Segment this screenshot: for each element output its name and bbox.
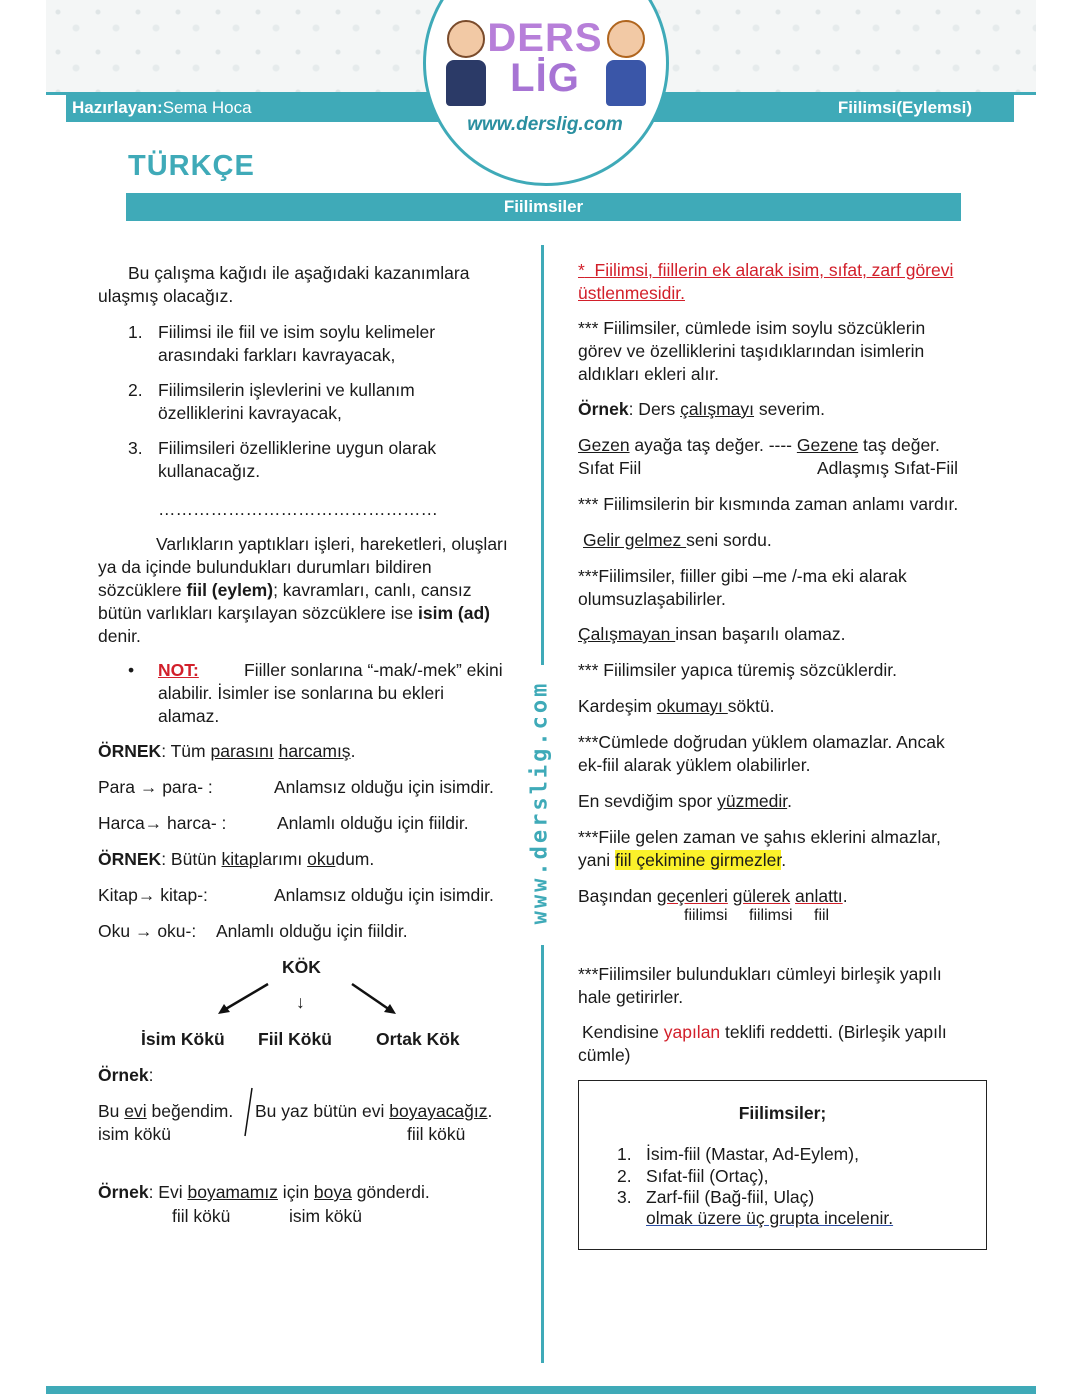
definition-text: Fiilimsi, fiillerin ek alarak isim, sıfat, zarf görevi üstlenmesidir. [578, 260, 954, 303]
example-3-sub: isim kökü [98, 1124, 171, 1144]
right-example-7-sub-2: fiilimsi [749, 907, 793, 924]
example-1 [98, 740, 355, 763]
intro-text: Bu çalışma kağıdı ile aşağıdaki kazanımlara ulaşmış olacağız. [98, 263, 470, 306]
def-part-1: Varlıkların yaptıkları işleri, hareketleri, oluşları ya da içinde bulundukları durumları bildiren sözcüklere [98, 534, 508, 600]
right-example-6 [578, 790, 792, 813]
row-2-right: Anlamlı olduğu için fiildir. [277, 813, 469, 833]
column-divider-bottom [541, 945, 544, 1363]
rule-6-highlight: fiil çekimine girmezler [614, 850, 782, 870]
example-5-label: Örnek [98, 1182, 149, 1202]
subject-title: TÜRKÇE [128, 150, 255, 182]
rule-2: *** Fiilimsilerin bir kısmında zaman anlamı vardır. [578, 494, 959, 514]
rule-7: ***Fiilimsiler bulundukları cümleyi birleşik yapılı hale getirirler. [578, 964, 942, 1007]
right-example-1-end: severim. [754, 399, 826, 419]
example-4 [255, 1100, 492, 1123]
kok-title: KÖK [282, 957, 321, 977]
right-example-2-sub-2: Adlaşmış Sıfat-Fiil [817, 458, 958, 478]
right-example-3-end: seni sordu. [686, 530, 772, 550]
right-example-4-word: Çalışmayan [578, 624, 676, 644]
right-example-2-text: ayağa taş değer. ---- [629, 435, 797, 455]
right-example-7 [578, 885, 848, 908]
summary-item-2: Sıfat-fiil (Ortaç), [646, 1166, 769, 1186]
example-1-text: : Tüm [161, 741, 211, 761]
example-2-word-2: oku [307, 849, 336, 869]
right-example-2-end: taş değer. [858, 435, 940, 455]
goal-text-3: Fiilimsileri özelliklerine uygun olarak kullanacağız. [158, 438, 437, 481]
ornek-colon: : [148, 1065, 154, 1085]
right-example-2-sub-1: Sıfat Fiil [578, 458, 642, 478]
right-example-6-word: yüzmedir [717, 791, 788, 811]
right-example-3 [583, 529, 772, 552]
right-example-2 [578, 434, 940, 457]
example-5-text: : Evi [148, 1182, 188, 1202]
section-title: Fiilimsiler [126, 193, 961, 221]
right-example-8-end: teklifi reddetti. (Birleşik yapılı cümle) [578, 1022, 947, 1065]
right-example-1-text: : Ders [628, 399, 681, 419]
summary-title: Fiilimsiler; [738, 1103, 827, 1123]
right-example-2-word-1: Gezen [578, 435, 630, 455]
logo-bottom: LİG [510, 56, 580, 100]
author-label: Hazırlayan: [72, 98, 163, 117]
example-5-end: gönderdi. [351, 1182, 430, 1202]
summary-num-3: 3. [617, 1187, 632, 1207]
right-example-6-text: En sevdiğim spor [578, 791, 718, 811]
def-fiil: fiil (eylem) [186, 580, 274, 600]
goal-num-2: 2. [128, 380, 143, 400]
row-3-left: Kitap→ kitap-: [98, 885, 208, 905]
right-example-1-word: çalışmayı [680, 399, 755, 419]
row-4-right: Anlamlı olduğu için fiildir. [216, 921, 408, 941]
right-example-7-sub-1: fiilimsi [684, 907, 728, 924]
note-bullet: • [128, 660, 135, 680]
fiilimsi-definition [578, 259, 983, 305]
example-2-text-c: dum. [335, 849, 375, 869]
right-example-5-word: okumayı [656, 696, 728, 716]
right-example-7-text: Başından [578, 886, 657, 906]
ornek-heading [98, 1064, 153, 1087]
example-2 [98, 848, 374, 871]
dotted-line: ………………………………………… [158, 499, 438, 519]
topic-title: Fiilimsi(Eylemsi) [837, 98, 972, 117]
example-2-word-1: kitap [221, 849, 259, 869]
right-example-8-word: yapılan [663, 1022, 721, 1042]
kok-down-arrow: ↓ [296, 992, 305, 1012]
right-example-5-text: Kardeşim [578, 696, 657, 716]
author [72, 98, 252, 118]
example-1-word-2: harcamış [278, 741, 351, 761]
row-1-left: Para → para- : [98, 777, 213, 797]
summary-num-1: 1. [617, 1144, 632, 1164]
summary-num-2: 2. [617, 1166, 632, 1186]
right-example-1-label: Örnek [578, 399, 629, 419]
example-2-text: : Bütün [161, 849, 222, 869]
example-5-word-2: boya [313, 1182, 352, 1202]
example-2-label: ÖRNEK [98, 849, 162, 869]
right-example-7-word-2: gülerek [732, 886, 791, 906]
rule-6-end: . [781, 850, 787, 870]
goal-text-1: Fiilimsi ile fiil ve isim soylu kelimeler arasındaki farkları kavrayacak, [158, 322, 436, 365]
rule-1: *** Fiilimsiler, cümlede isim soylu sözcüklerin görev ve özelliklerini taşıdıklarından isimlerin aldıkları ekleri alır. [578, 318, 926, 384]
separator-slash-icon [240, 1086, 256, 1138]
row-3-right: Anlamsız olduğu için isimdir. [274, 885, 494, 905]
logo-url: www.derslig.com [467, 114, 623, 135]
kok-isim: İsim Kökü [141, 1029, 225, 1049]
ornek-label: Örnek [98, 1065, 149, 1085]
example-4-sub: fiil kökü [407, 1124, 466, 1144]
right-example-1 [578, 398, 825, 421]
right-example-6-end: . [787, 791, 792, 811]
example-4-word: boyayacağız [389, 1101, 488, 1121]
right-example-7-end: . [842, 886, 848, 906]
definition-star: * [578, 260, 585, 280]
right-example-4-end: insan başarılı olamaz. [675, 624, 846, 644]
right-example-4 [578, 623, 846, 646]
side-watermark-url: www.derslig.com [527, 680, 553, 925]
right-example-3-word: Gelir gelmez [583, 530, 687, 550]
column-divider-top [541, 245, 544, 665]
example-3-word: evi [124, 1101, 147, 1121]
def-part-2: ; kavramları, canlı, cansız bütün varlıkları karşılayan sözcüklere ise [98, 580, 472, 623]
example-5-word-1: boyamamız [187, 1182, 278, 1202]
example-5-text-b: için [277, 1182, 314, 1202]
author-name: Sema Hoca [162, 98, 252, 117]
right-example-7-sub-3: fiil [814, 907, 830, 924]
example-2-text-b: larımı [258, 849, 308, 869]
definition-paragraph [98, 533, 508, 648]
example-1-label: ÖRNEK [98, 741, 162, 761]
right-example-5-end: söktü. [727, 696, 775, 716]
example-3-end: beğendim. [146, 1101, 234, 1121]
right-example-7-word-3: anlattı [795, 886, 843, 906]
rule-6-text: ***Fiile gelen zaman ve şahıs eklerini almazlar, yani [578, 827, 941, 870]
goal-num-1: 1. [128, 322, 143, 342]
row-4-left: Oku → oku-: [98, 921, 197, 941]
example-5-sub-1: fiil kökü [172, 1206, 231, 1226]
goal-num-3: 3. [128, 438, 143, 458]
rule-6 [578, 826, 973, 872]
example-1-end: . [350, 741, 356, 761]
def-part-3: denir. [98, 626, 141, 646]
logo-wordmark [470, 18, 620, 98]
right-example-8-text: Kendisine [582, 1022, 664, 1042]
right-example-8 [578, 1021, 978, 1067]
row-1-right: Anlamsız olduğu için isimdir. [274, 777, 494, 797]
example-4-end: . [487, 1101, 493, 1121]
example-5 [98, 1181, 430, 1204]
goal-text-2: Fiilimsilerin işlevlerini ve kullanım özelliklerini kavrayacak, [158, 380, 415, 423]
right-example-5 [578, 695, 774, 718]
example-5-sub-2: isim kökü [289, 1206, 362, 1226]
note-text: Fiiller sonlarına “-mak/-mek” ekini alabilir. İsimler ise sonlarına bu ekleri alamaz. [158, 660, 503, 726]
right-example-7-word-1: geçenleri [656, 886, 728, 906]
right-example-2-word-2: Gezene [796, 435, 859, 455]
rule-4: *** Fiilimsiler yapıca türemiş sözcüklerdir. [578, 660, 897, 680]
example-4-text: Bu yaz bütün evi [255, 1101, 390, 1121]
footer-bar [46, 1386, 1036, 1394]
logo-top: DERS [487, 16, 603, 60]
example-3-text: Bu [98, 1101, 125, 1121]
row-2-left: Harca→ harca- : [98, 813, 227, 833]
example-3 [98, 1100, 233, 1123]
kok-arrows-icon [210, 978, 410, 1018]
def-isim: isim (ad) [418, 603, 490, 623]
kok-fiil: Fiil Kökü [258, 1029, 332, 1049]
summary-item-1: İsim-fiil (Mastar, Ad-Eylem), [646, 1144, 859, 1164]
summary-item-3: Zarf-fiil (Bağ-fiil, Ulaç) [646, 1187, 815, 1207]
rule-3: ***Fiilimsiler, fiiller gibi –me /-ma eki alarak olumsuzlaşabilirler. [578, 566, 907, 609]
kok-ortak: Ortak Kök [376, 1029, 460, 1049]
rule-5: ***Cümlede doğrudan yüklem olamazlar. Ancak ek-fiil alarak yüklem olabilirler. [578, 732, 945, 775]
example-1-word-1: parasını [210, 741, 274, 761]
note-label: NOT: [158, 660, 199, 680]
summary-end: olmak üzere üç grupta incelenir. [646, 1208, 894, 1228]
